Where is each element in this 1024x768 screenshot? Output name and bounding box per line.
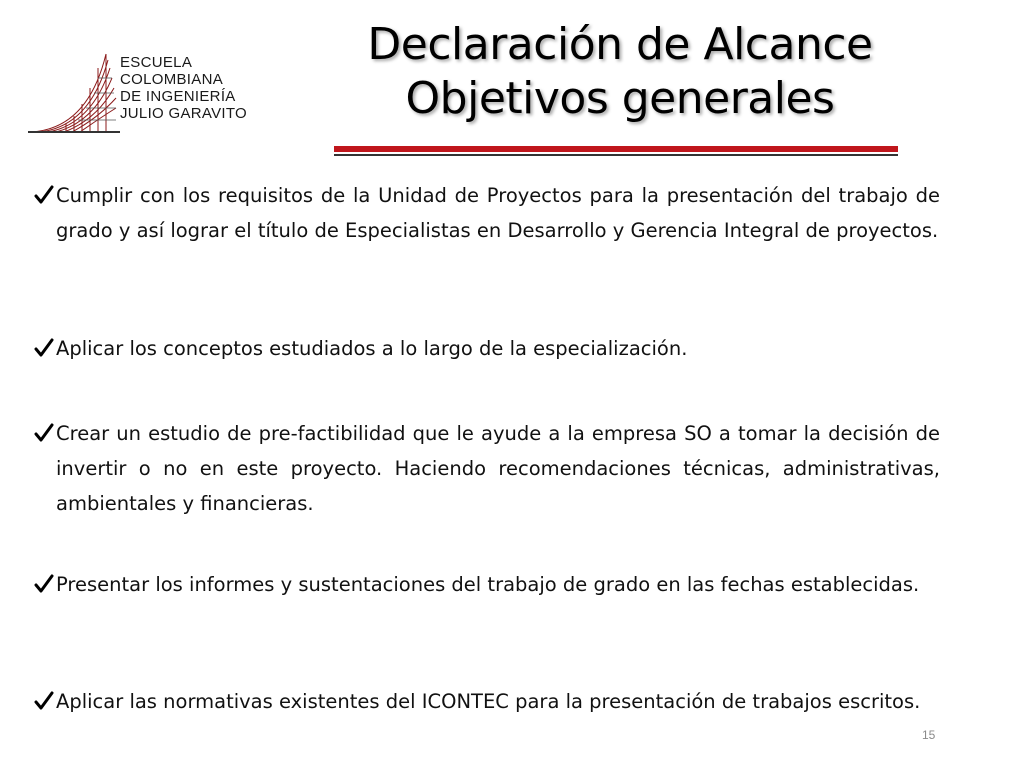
checkmark-icon: [34, 573, 54, 595]
page-number: 15: [922, 728, 936, 742]
slide-title-line-2: Objetivos generales: [405, 73, 835, 124]
logo-text: [120, 54, 247, 122]
list-item-text: Aplicar las normativas existentes del ICONTEC para la presentación de trabajos escritos.: [56, 690, 921, 713]
university-logo-icon: [28, 48, 120, 138]
title-divider-red: [334, 146, 898, 152]
list-item: [34, 416, 940, 521]
university-logo: [28, 48, 258, 138]
slide-title-line-1: Declaración de Alcance: [367, 19, 873, 70]
logo-line-1: ESCUELA: [120, 54, 193, 71]
list-item: [34, 178, 940, 248]
checkmark-icon: [34, 337, 54, 359]
slide-title: [300, 18, 940, 126]
list-item-text: Crear un estudio de pre-factibilidad que le ayude a la empresa SO a tomar la decisión de invertir o no en este proyecto. Haciendo recomendaciones técnicas, administrativas, ambientales y financieras.: [56, 422, 940, 515]
checkmark-icon: [34, 690, 54, 712]
list-item: [34, 331, 940, 366]
list-item-text: Aplicar los conceptos estudiados a lo largo de la especialización.: [56, 337, 688, 360]
checkmark-icon: [34, 184, 54, 206]
logo-line-2: COLOMBIANA: [120, 71, 224, 88]
list-item-text: Cumplir con los requisitos de la Unidad de Proyectos para la presentación del trabajo de grado y así lograr el título de Especialistas en Desarrollo y Gerencia Integral de proyectos.: [56, 184, 940, 242]
checkmark-icon: [34, 422, 54, 444]
list-item: [34, 684, 940, 719]
list-item-text: Presentar los informes y sustentaciones del trabajo de grado en las fechas establecidas.: [56, 573, 920, 596]
logo-line-4: JULIO GARAVITO: [120, 105, 248, 122]
list-item: [34, 567, 940, 602]
logo-line-3: DE INGENIERÍA: [120, 88, 236, 105]
title-divider-dark: [334, 154, 898, 156]
